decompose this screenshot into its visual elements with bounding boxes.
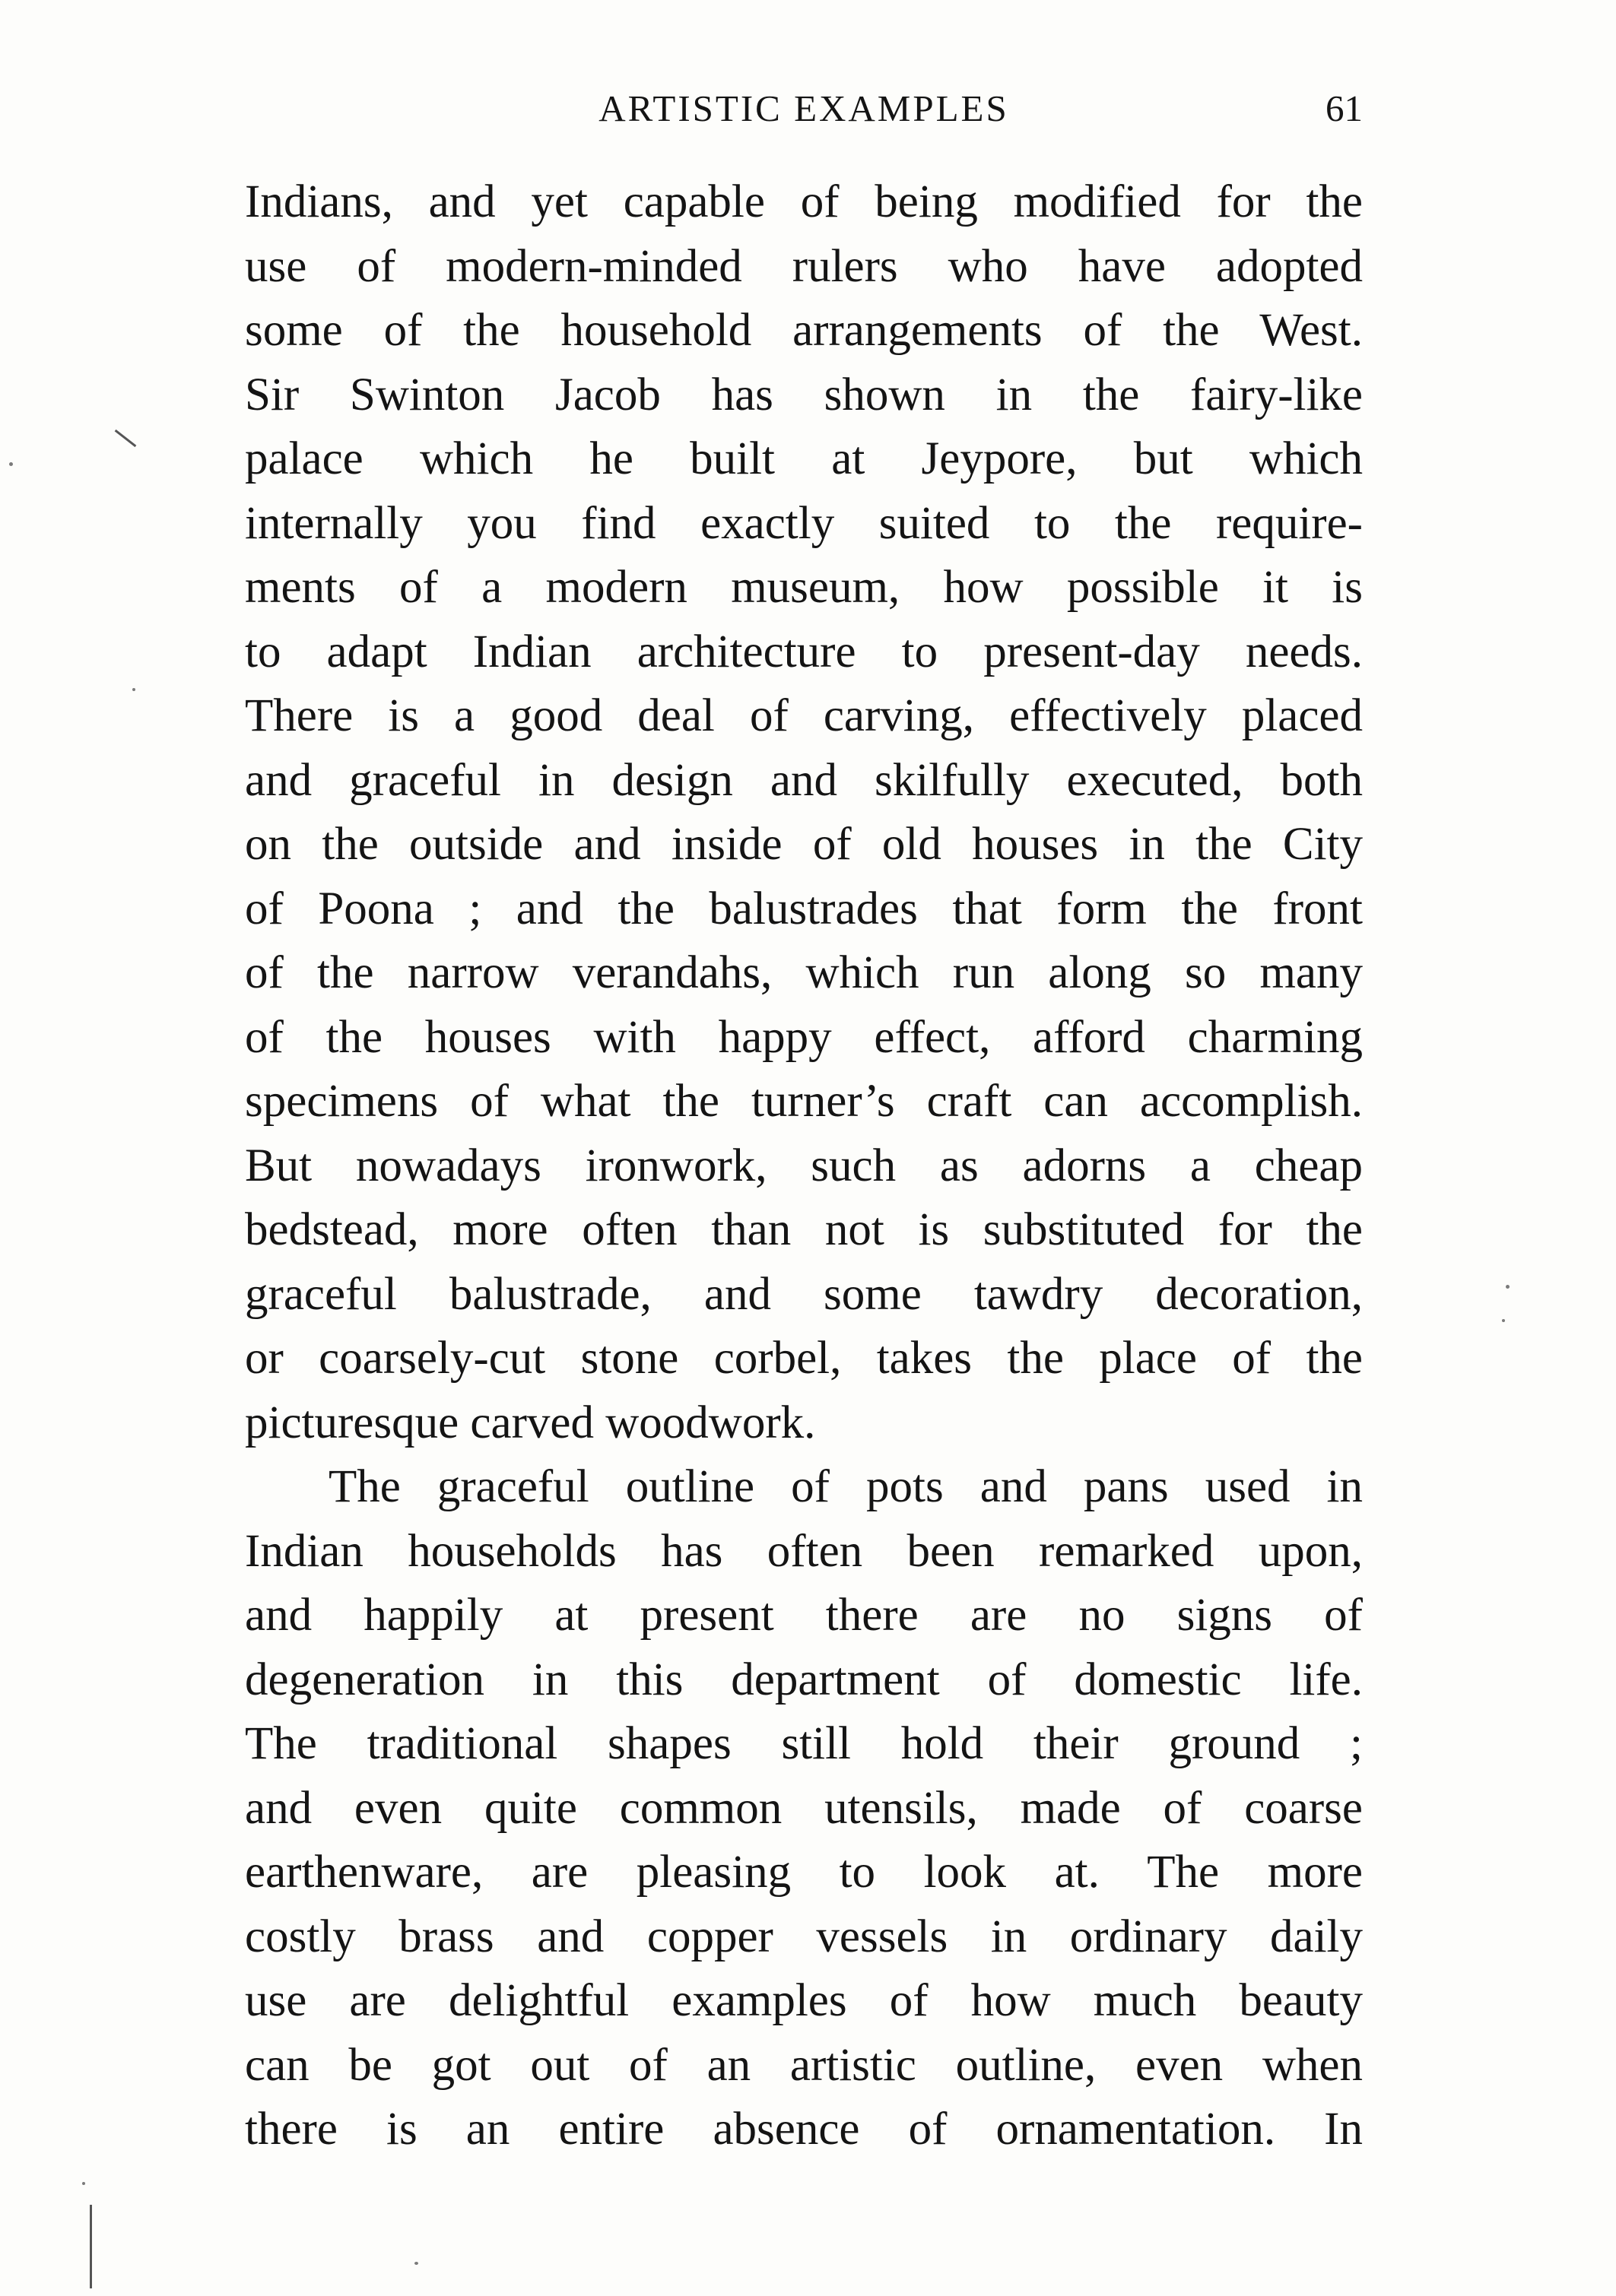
text-line: on the outside and inside of old houses in the City xyxy=(245,819,1363,870)
text-line: some of the household arrangements of the West. xyxy=(245,305,1363,356)
scan-speck xyxy=(132,688,135,691)
scan-speck xyxy=(82,2182,85,2185)
text-line: Indians, and yet capable of being modified for the xyxy=(245,176,1363,227)
text-line: and happily at present there are no signs of xyxy=(245,1590,1363,1641)
text-line: specimens of what the turner’s craft can accomplish. xyxy=(245,1076,1363,1127)
text-line: There is a good deal of carving, effectively placed xyxy=(245,690,1363,741)
text-line: of the narrow verandahs, which run along so many xyxy=(245,947,1363,998)
scan-speck xyxy=(1502,1319,1505,1322)
margin-mark xyxy=(90,2205,92,2288)
body-text xyxy=(245,170,1363,2162)
scan-speck xyxy=(414,2262,418,2265)
text-line: and graceful in design and skilfully executed, both xyxy=(245,754,1363,806)
text-line: use of modern-minded rulers who have adopted xyxy=(245,240,1363,292)
text-line: bedstead, more often than not is substituted for the xyxy=(245,1204,1363,1255)
text-line: internally you find exactly suited to the require- xyxy=(245,497,1363,549)
text-line: The graceful outline of pots and pans used in xyxy=(329,1461,1363,1512)
paragraph-1 xyxy=(245,170,1363,1455)
text-line: and even quite common utensils, made of coarse xyxy=(245,1782,1363,1834)
text-line: of the houses with happy effect, afford charming xyxy=(245,1011,1363,1063)
text-line: ments of a modern museum, how possible it is xyxy=(245,562,1363,613)
running-head: ARTISTIC EXAMPLES xyxy=(598,87,1009,129)
text-line: costly brass and copper vessels in ordinary daily xyxy=(245,1911,1363,1962)
text-line: earthenware, are pleasing to look at. The more xyxy=(245,1847,1363,1898)
text-line: palace which he built at Jeypore, but which xyxy=(245,433,1363,484)
text-line: Indian households has often been remarked upon, xyxy=(245,1525,1363,1577)
text-line: there is an entire absence of ornamentation. In xyxy=(245,2104,1363,2155)
page-header xyxy=(245,82,1363,135)
text-line: can be got out of an artistic outline, even when xyxy=(245,2039,1363,2091)
text-line: But nowadays ironwork, such as adorns a cheap xyxy=(245,1140,1363,1191)
paragraph-2 xyxy=(245,1455,1363,2162)
text-line: The traditional shapes still hold their ground ; xyxy=(245,1718,1363,1769)
page-number: 61 xyxy=(1326,87,1363,129)
scan-speck xyxy=(1506,1285,1510,1289)
text-line: degeneration in this department of domestic life. xyxy=(245,1654,1363,1705)
text-line: Sir Swinton Jacob has shown in the fairy-like xyxy=(245,369,1363,420)
text-line: graceful balustrade, and some tawdry decoration, xyxy=(245,1268,1363,1320)
text-line: or coarsely-cut stone corbel, takes the place of the xyxy=(245,1333,1363,1384)
text-line: picturesque carved woodwork. xyxy=(245,1397,816,1448)
margin-mark xyxy=(115,430,137,447)
text-line: of Poona ; and the balustrades that form the front xyxy=(245,883,1363,934)
scan-speck xyxy=(9,462,13,466)
text-line: to adapt Indian architecture to present-day needs. xyxy=(245,626,1363,677)
text-line: use are delightful examples of how much beauty xyxy=(245,1975,1363,2026)
